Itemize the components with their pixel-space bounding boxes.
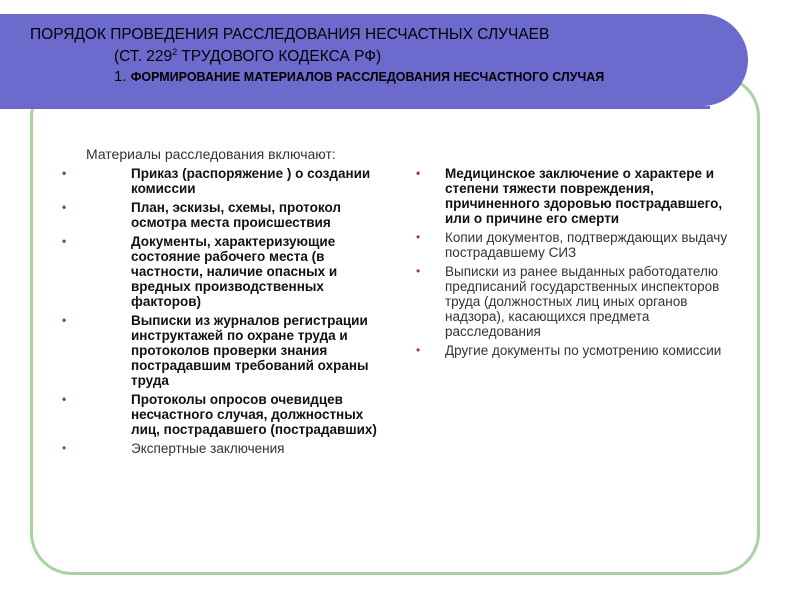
title-line-3: 1. ФОРМИРОВАНИЕ МАТЕРИАЛОВ РАССЛЕДОВАНИЯ НЕСЧАСТНОГО СЛУЧАЯ	[114, 68, 605, 85]
title-line-2: (СТ. $229^2$ ТРУДОВОГО КОДЕКСА РФ)	[114, 47, 382, 65]
bullet-icon: •	[416, 166, 421, 180]
intro-text: Материалы расследования включают:	[86, 146, 336, 162]
bullet-icon: •	[416, 264, 421, 278]
list-item-text: Другие документы по усмотрению комиссии	[445, 343, 722, 358]
list-item-text: Выписки из ранее выданных работодателю предписаний государственных инспекторов труда (должностных лиц иных органов надзора), касающихся предмета расследования	[445, 264, 720, 339]
list-item-text: Приказ (распоряжение ) о создании комиссии	[131, 166, 371, 196]
list-item	[413, 343, 743, 358]
bullet-icon: •	[62, 234, 67, 248]
list-item	[60, 166, 390, 196]
list-item-text: Медицинское заключение о характере и степени тяжести повреждения, причиненного здоровью пострадавшего, или о причине его смерти	[445, 166, 723, 226]
article-superscript: 2	[172, 47, 178, 57]
list-item-text: План, эскизы, схемы, протокол осмотра места происшествия	[131, 200, 341, 230]
bullet-icon: •	[62, 166, 67, 180]
right-list	[413, 166, 743, 362]
left-list	[60, 166, 390, 460]
bullet-icon: •	[416, 230, 421, 244]
list-item	[60, 313, 390, 388]
bullet-icon: •	[416, 343, 421, 357]
bullet-icon: •	[62, 441, 67, 455]
header-underline	[0, 106, 710, 109]
list-item	[413, 230, 743, 260]
list-item	[60, 392, 390, 437]
list-item-text: Выписки из журналов регистрации инструктажей по охране труда и протоколов проверки знания пострадавшим требований охраны труда	[131, 313, 369, 388]
list-item-text: Копии документов, подтверждающих выдачу пострадавшему СИЗ	[445, 230, 728, 260]
list-item	[60, 200, 390, 230]
list-item-text: Протоколы опросов очевидцев несчастного случая, должностных лиц, пострадавшего (пострадавших)	[131, 392, 377, 437]
list-item-text: Экспертные заключения	[131, 441, 285, 456]
bullet-icon: •	[62, 200, 67, 214]
title-line-1: ПОРЯДОК ПРОВЕДЕНИЯ РАССЛЕДОВАНИЯ НЕСЧАСТНЫХ СЛУЧАЕВ	[30, 26, 550, 43]
list-item	[60, 234, 390, 309]
bullet-icon: •	[62, 392, 67, 406]
bullet-icon: •	[62, 313, 67, 327]
list-item	[413, 166, 743, 226]
list-item	[413, 264, 743, 339]
list-item	[60, 441, 390, 456]
list-item-text: Документы, характеризующие состояние рабочего места (в частности, наличие опасных и вредных производственных факторов)	[131, 234, 338, 309]
